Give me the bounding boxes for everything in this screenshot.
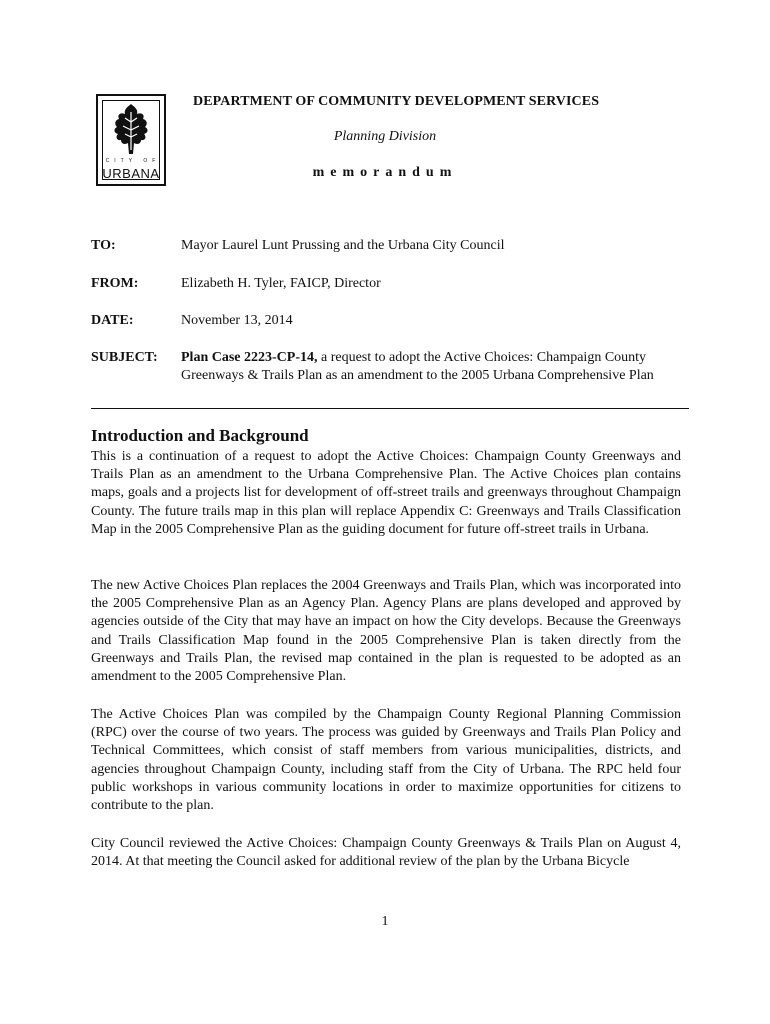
subject-line-1: [181, 350, 646, 366]
paragraph-2: The new Active Choices Plan replaces the 2004 Greenways and Trails Plan, which was incorporated into the 2005 Comprehensive Plan as an Agency Plan. Agency Plans are plans developed and approved by agencies outside of the City that may have an impact on how the City develops. Because the Greenways and Trails Classification Map found in the 2005 Comprehensive Plan is taken directly from the Greenways and Trails Plan, the revised map contained in the plan is requested to be adopted as an amendment to the 2005 Comprehensive Plan.: [91, 578, 681, 685]
logo-city-name: URBANA: [102, 166, 160, 181]
to-label: TO:: [91, 238, 116, 253]
department-title: DEPARTMENT OF COMMUNITY DEVELOPMENT SERVICES: [193, 94, 600, 109]
paragraph-3: The Active Choices Plan was compiled by the Champaign County Regional Planning Commission (RPC) over the course of two years. The process was guided by Greenways and Trails Plan Policy and Technical Committees, which consist of staff members from various municipalities, districts, and agencies throughout Champaign County, including staff from the City of Urbana. The RPC held four public workshops in various community locations in order to maximize opportunities for citizens to contribute to the plan.: [91, 707, 681, 814]
to-value: Mayor Laurel Lunt Prussing and the Urbana City Council: [181, 238, 505, 253]
section-heading: Introduction and Background: [91, 426, 309, 445]
date-label: DATE:: [91, 313, 134, 328]
subject-label: SUBJECT:: [91, 350, 158, 365]
header-divider: [91, 408, 689, 409]
plan-case-number: Plan Case 2223-CP-14,: [181, 350, 318, 365]
subject-line-2: Greenways & Trails Plan as an amendment to the 2005 Urbana Comprehensive Plan: [181, 368, 654, 383]
paragraph-1: This is a continuation of a request to adopt the Active Choices: Champaign County Greenways and Trails Plan as an amendment to the Urbana Comprehensive Plan. The Active Choices plan contains maps, goals and a projects list for development of off-street trails and greenways throughout Champaign County. The future trails map in this plan will replace Appendix C: Greenways and Trails Classification Map in the 2005 Comprehensive Plan as the guiding document for future off-street trails in Urbana.: [91, 449, 681, 537]
subject-text-1: a request to adopt the Active Choices: Champaign County: [317, 350, 647, 365]
page-number: 1: [381, 914, 389, 929]
from-label: FROM:: [91, 276, 139, 291]
from-value: Elizabeth H. Tyler, FAICP, Director: [181, 276, 381, 291]
date-value: November 13, 2014: [181, 313, 293, 328]
memorandum-label: memorandum: [312, 165, 458, 180]
paragraph-4: City Council reviewed the Active Choices: Champaign County Greenways & Trails Plan on August 4, 2014. At that meeting the Council asked for additional review of the plan by the Urbana Bicycle: [91, 836, 681, 870]
logo-city-label: CITY OF: [105, 158, 161, 164]
division-title: Planning Division: [333, 129, 437, 144]
